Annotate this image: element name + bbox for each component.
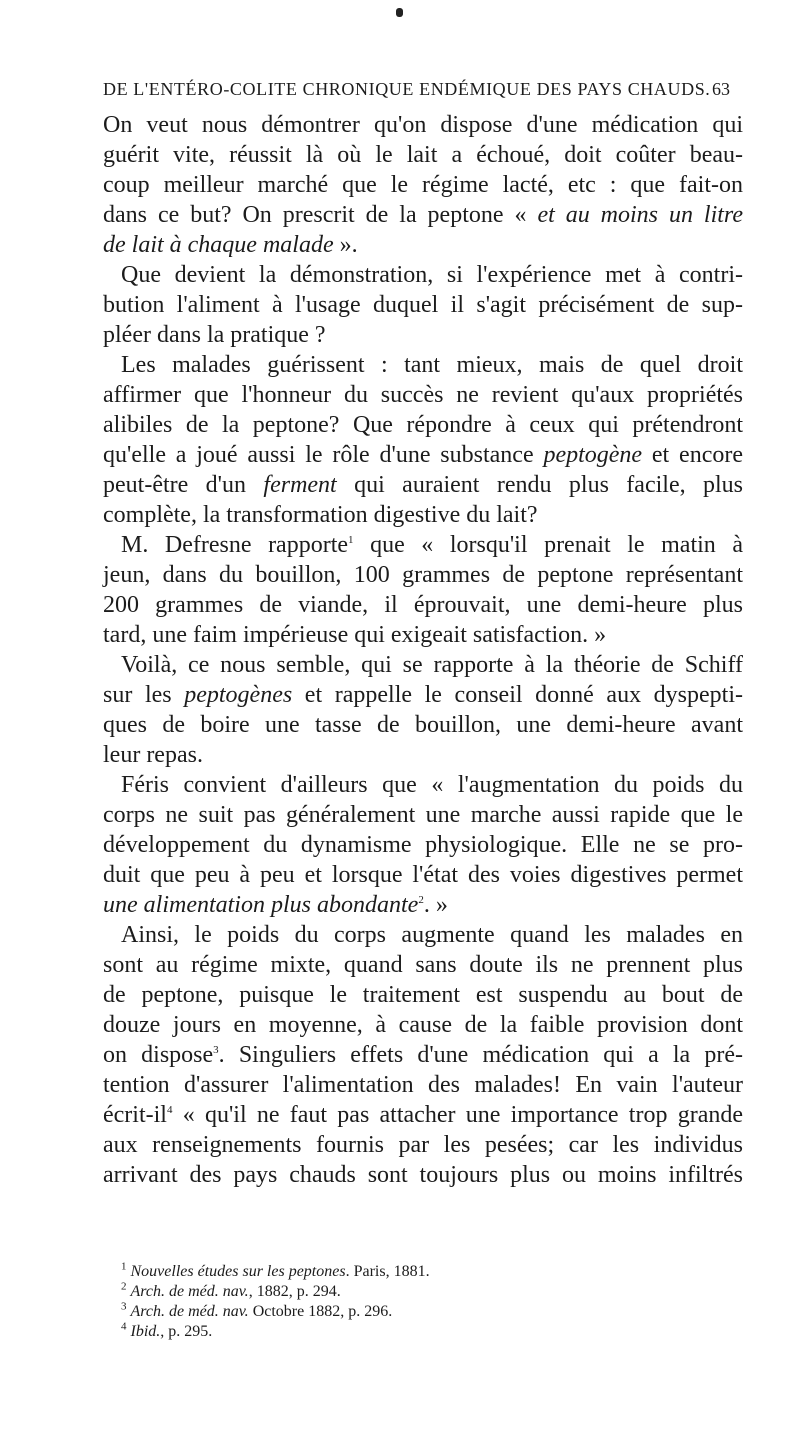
text-line xyxy=(103,770,743,800)
footnote-detail: , p. 295. xyxy=(160,1323,213,1340)
text-line xyxy=(103,980,743,1010)
text-line xyxy=(103,890,743,920)
text-line xyxy=(103,170,743,200)
line-text: et encore xyxy=(642,442,743,468)
text-line xyxy=(103,590,743,620)
text-line xyxy=(103,710,743,740)
italic-text: une alimentation plus abondante xyxy=(103,892,419,918)
text-line xyxy=(103,140,743,170)
italic-text: de lait à chaque malade xyxy=(103,232,334,258)
line-text: de peptone, puisque le traitement est suspendu au bout de xyxy=(103,982,743,1008)
text-line xyxy=(103,1070,743,1100)
line-text: « qu'il ne faut pas attacher une importance trop grande xyxy=(172,1102,743,1128)
line-text: jeun, dans du bouillon, 100 grammes de peptone représentant xyxy=(103,562,743,588)
line-text: Ainsi, le poids du corps augmente quand les malades en xyxy=(121,922,743,948)
italic-text: peptogènes xyxy=(184,682,293,708)
running-head: DE L'ENTÉRO-COLITE CHRONIQUE ENDÉMIQUE DES PAYS CHAUDS. xyxy=(103,79,711,99)
footnote-mark: 4 xyxy=(121,1320,127,1333)
text-line xyxy=(103,110,743,140)
footnote-ref: 2 xyxy=(418,894,424,906)
line-text: Voilà, ce nous semble, qui se rapporte à la théorie de Schiff xyxy=(121,652,743,678)
line-text: bution l'aliment à l'usage duquel il s'agit précisément de sup- xyxy=(103,292,743,318)
footnote-source: Ibid. xyxy=(130,1323,161,1340)
line-text: M. Defresne rapporte xyxy=(121,532,349,558)
text-line xyxy=(103,560,743,590)
text-line xyxy=(103,680,743,710)
line-text: affirmer que l'honneur du succès ne revient qu'aux propriétés xyxy=(103,382,743,408)
line-text: arrivant des pays chauds sont toujours plus ou moins infiltrés xyxy=(103,1162,743,1188)
text-line xyxy=(103,230,743,260)
text-line xyxy=(103,1100,743,1130)
footnotes xyxy=(103,1262,743,1342)
line-text: pléer dans la pratique ? xyxy=(103,322,326,348)
line-text: On veut nous démontrer qu'on dispose d'une médication qui xyxy=(103,112,743,138)
text-line xyxy=(103,410,743,440)
line-text: qui auraient rendu plus facile, plus xyxy=(336,472,743,498)
text-line xyxy=(103,530,743,560)
text-line xyxy=(103,200,743,230)
text-line xyxy=(103,470,743,500)
line-text: . Singuliers effets d'une médication qui a la pré- xyxy=(218,1042,743,1068)
italic-text: peptogène xyxy=(543,442,643,468)
footnote xyxy=(103,1302,743,1322)
line-text: peut-être d'un xyxy=(103,472,264,498)
line-text: leur repas. xyxy=(103,742,203,768)
footnote-source: Nouvelles études sur les peptones xyxy=(130,1263,346,1280)
italic-text: ferment xyxy=(263,472,337,498)
footnote-detail: Octobre 1882, p. 296. xyxy=(248,1303,393,1320)
line-text: développement du dynamisme physiologique. Elle ne se pro- xyxy=(103,832,743,858)
footnote-source: Arch. de méd. nav. xyxy=(130,1283,249,1300)
line-text: que « lorsqu'il prenait le matin à xyxy=(353,532,743,558)
line-text: tention d'assurer l'alimentation des malades! En vain l'auteur xyxy=(103,1072,743,1098)
line-text: ». xyxy=(333,232,358,258)
footnote-detail: , 1882, p. 294. xyxy=(248,1283,341,1300)
body-text xyxy=(103,110,743,1190)
line-text: douze jours en moyenne, à cause de la faible provision dont xyxy=(103,1012,743,1038)
footnote-ref: 1 xyxy=(348,534,354,546)
line-text: coup meilleur marché que le régime lacté, etc : que fait-on xyxy=(103,172,743,198)
text-line xyxy=(103,1160,743,1190)
line-text: corps ne suit pas généralement une marche aussi rapide que le xyxy=(103,802,743,828)
ink-dot xyxy=(396,8,403,17)
text-line xyxy=(103,860,743,890)
text-line xyxy=(103,320,743,350)
footnote-mark: 2 xyxy=(121,1280,127,1293)
line-text: Féris convient d'ailleurs que « l'augmentation du poids du xyxy=(121,772,743,798)
footnote-ref: 3 xyxy=(213,1044,219,1056)
footnote-source: Arch. de méd. nav. xyxy=(130,1303,249,1320)
line-text: dans ce but? On prescrit de la peptone « xyxy=(103,202,538,228)
line-text: ques de boire une tasse de bouillon, une demi-heure avant xyxy=(103,712,743,738)
page-number: 63 xyxy=(712,79,730,99)
line-text: Que devient la démonstration, si l'expérience met à contri- xyxy=(121,262,743,288)
line-text: Les malades guérissent : tant mieux, mais de quel droit xyxy=(121,352,743,378)
line-text: aux renseignements fournis par les pesées; car les individus xyxy=(103,1132,743,1158)
text-line xyxy=(103,350,743,380)
text-line xyxy=(103,830,743,860)
line-text: alibiles de la peptone? Que répondre à ceux qui prétendront xyxy=(103,412,743,438)
text-line xyxy=(103,1130,743,1160)
footnote-detail: . Paris, 1881. xyxy=(345,1263,430,1280)
text-line xyxy=(103,800,743,830)
text-line xyxy=(103,920,743,950)
text-line xyxy=(103,380,743,410)
line-text: guérit vite, réussit là où le lait a échoué, doit coûter beau- xyxy=(103,142,743,168)
footnote-mark: 1 xyxy=(121,1260,127,1273)
text-line xyxy=(103,260,743,290)
line-text: . » xyxy=(423,892,448,918)
text-line xyxy=(103,740,743,770)
line-text: sur les xyxy=(103,682,185,708)
footnote xyxy=(103,1262,743,1282)
footnote-ref: 4 xyxy=(166,1104,173,1116)
footnote xyxy=(103,1282,743,1302)
footnote xyxy=(103,1322,743,1342)
line-text: duit que peu à peu et lorsque l'état des voies digestives permet xyxy=(103,862,743,888)
line-text: tard, une faim impérieuse qui exigeait satisfaction. » xyxy=(103,622,607,648)
text-line xyxy=(103,620,743,650)
line-text: qu'elle a joué aussi le rôle d'une substance xyxy=(103,442,544,468)
text-line xyxy=(103,440,743,470)
text-line xyxy=(103,950,743,980)
text-line xyxy=(103,500,743,530)
line-text: écrit-il xyxy=(103,1102,167,1128)
footnote-mark: 3 xyxy=(121,1300,127,1313)
text-line xyxy=(103,650,743,680)
italic-text: et au moins un litre xyxy=(537,202,744,228)
text-line xyxy=(103,1040,743,1070)
line-text: 200 grammes de viande, il éprouvait, une demi-heure plus xyxy=(103,592,743,618)
line-text: on dispose xyxy=(103,1042,214,1068)
line-text: sont au régime mixte, quand sans doute ils ne prennent plus xyxy=(103,952,743,978)
text-line xyxy=(103,1010,743,1040)
line-text: complète, la transformation digestive du lait? xyxy=(103,502,538,528)
text-line xyxy=(103,290,743,320)
line-text: et rappelle le conseil donné aux dyspepti- xyxy=(292,682,743,708)
